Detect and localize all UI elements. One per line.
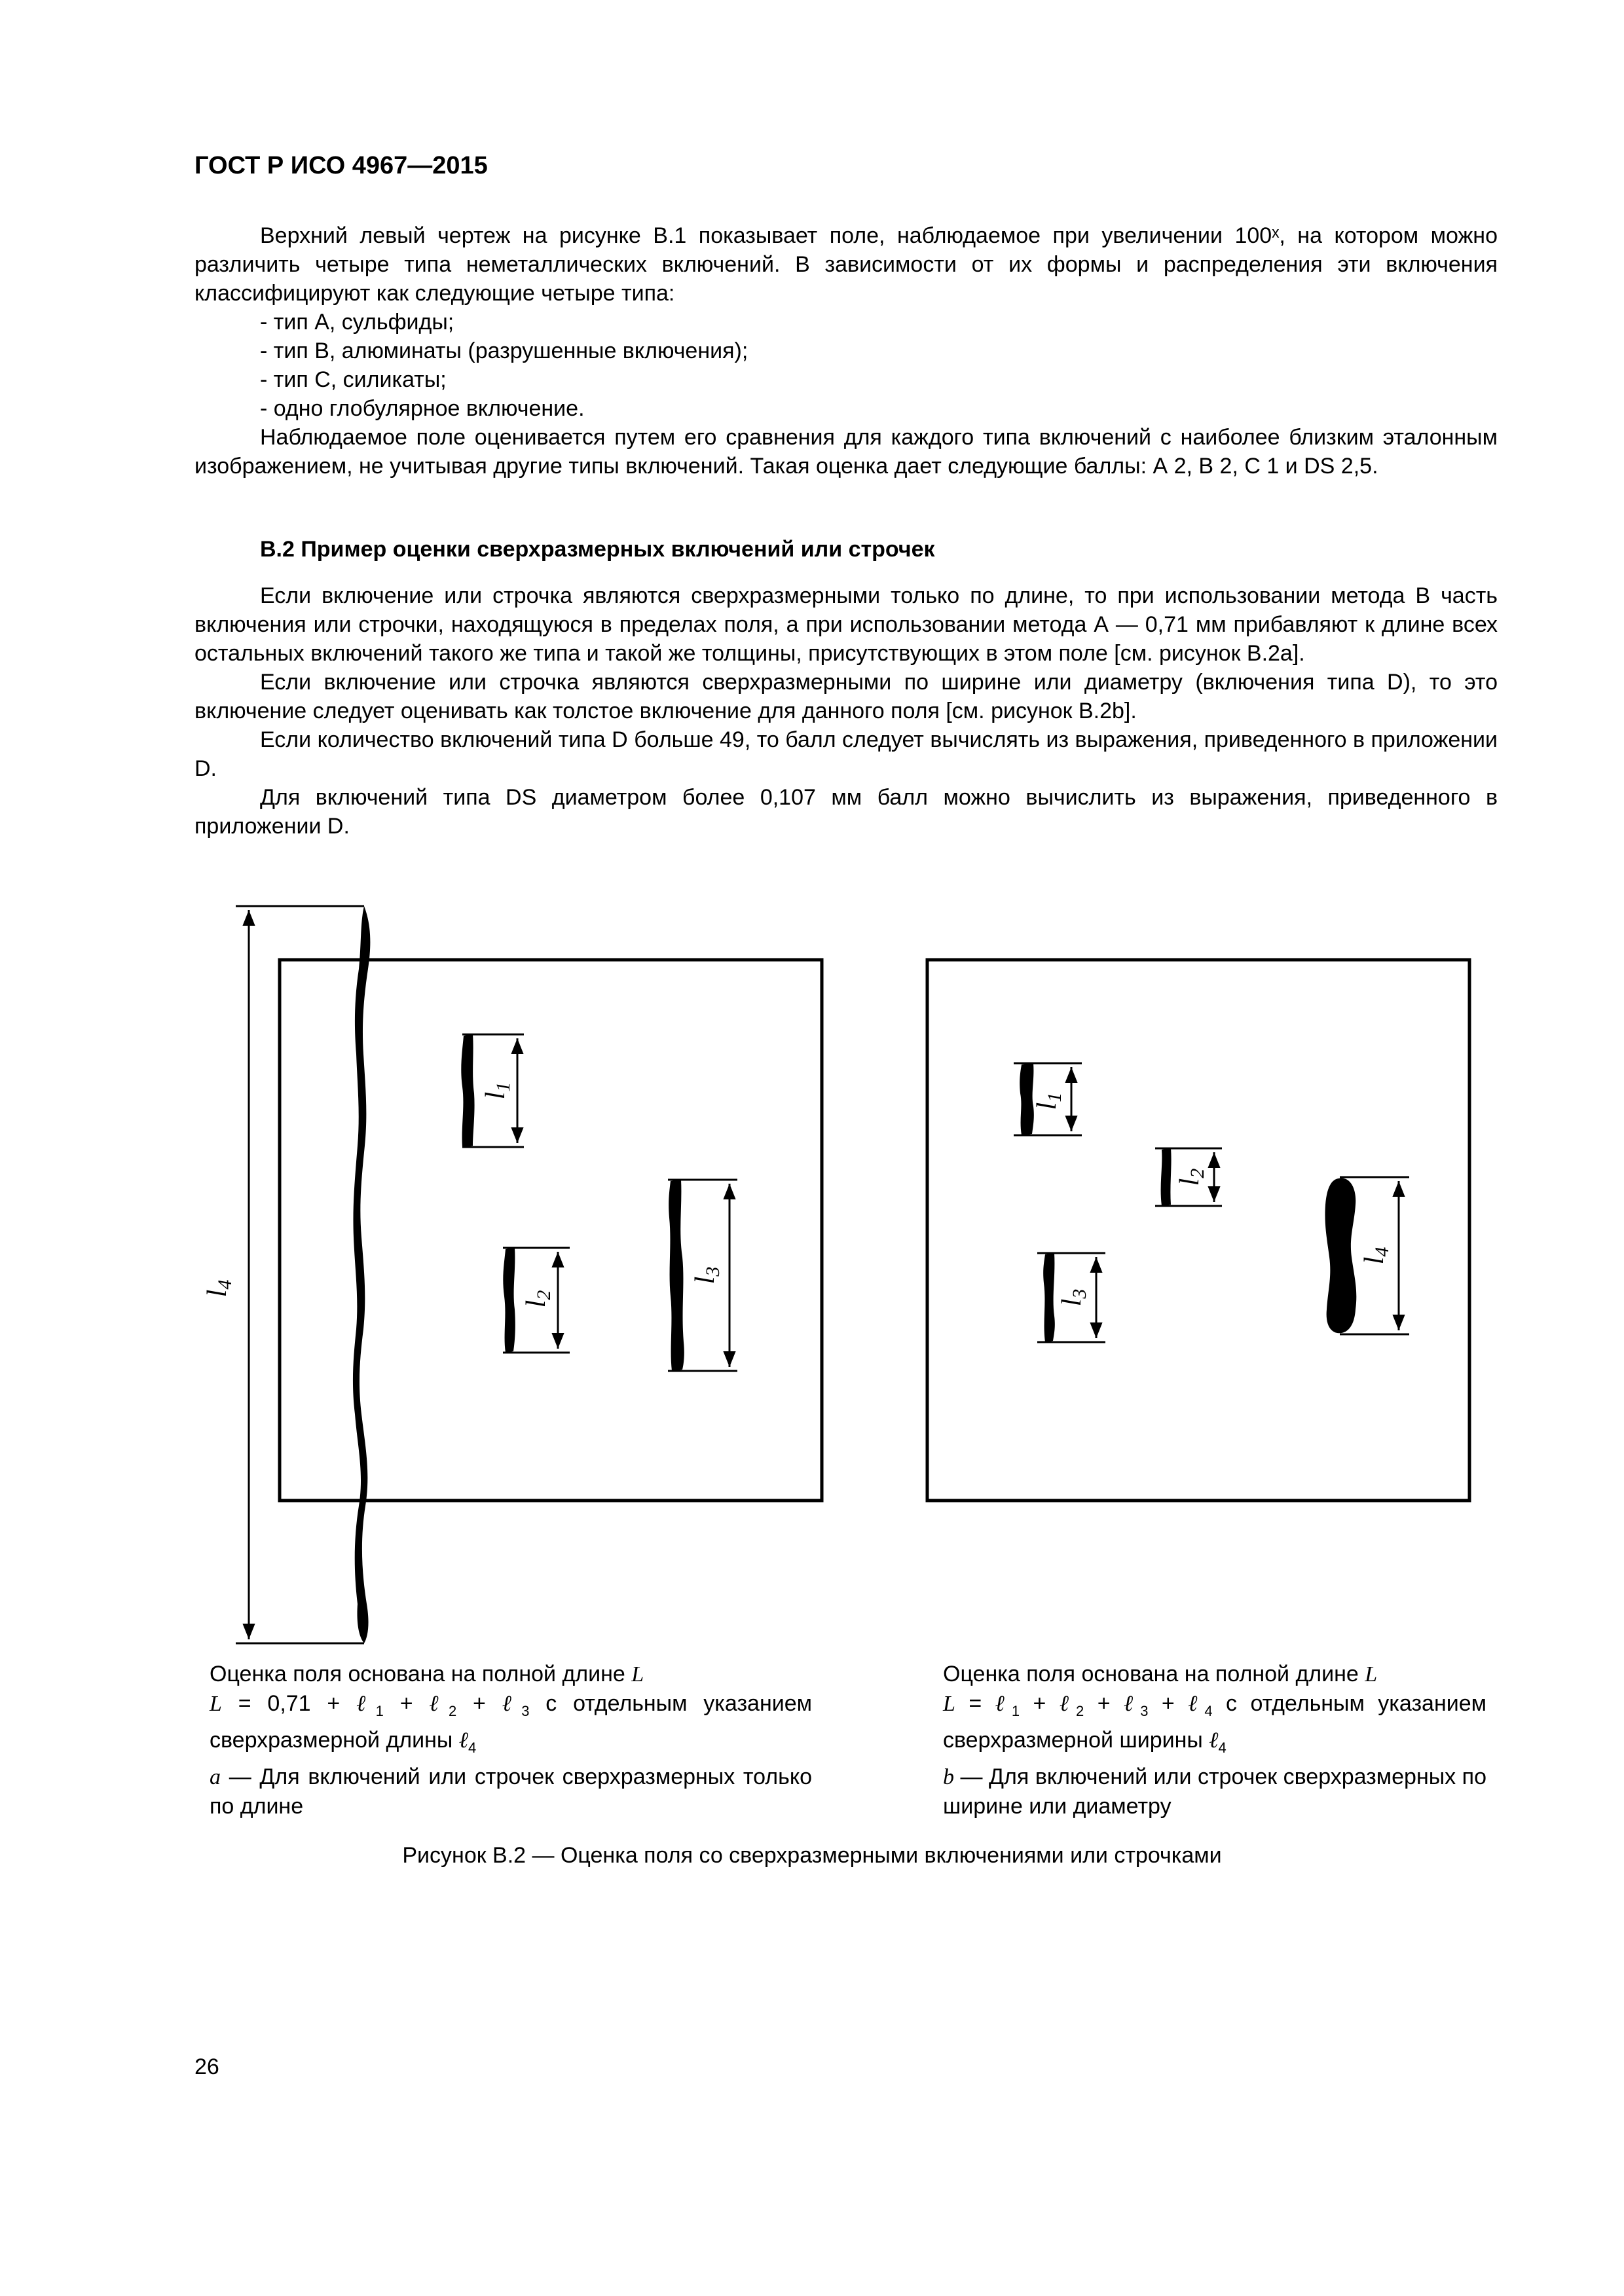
field-frame-b: [927, 960, 1469, 1501]
inclusion-b-l2: [1161, 1148, 1172, 1206]
caption-a: [210, 1660, 812, 1821]
label-b-l1: l1: [1032, 1092, 1065, 1110]
page-number: 26: [194, 2054, 219, 2079]
list-item: - одно глобулярное включение.: [260, 396, 585, 421]
label-l4: l4: [202, 1279, 236, 1298]
label-b-l4: l4: [1359, 1247, 1393, 1265]
caption-a-line1: Оценка поля основана на полной длине L: [210, 1662, 644, 1686]
section-paragraph-1: Если включение или строчка являются сверхразмерными только по длине, то при использовании метода В часть включения или строчки, находящуюся в пределах поля, а при использовании метода А — 0,71 мм прибавляют к длине всех остальных включений такого же типа и такой же толщины, присутствующих в этом поле [см. рисунок В.2a].: [194, 583, 1498, 666]
caption-a-equation: L = 0,71 + ℓ$_1$ + ℓ$_2$ + ℓ$_3$ с отдельным указанием сверхразмерной длины ℓ$_4$: [210, 1691, 813, 1756]
inclusion-b-l1: [1020, 1063, 1034, 1135]
label-b-l2: l2: [1175, 1168, 1208, 1186]
caption-b: [943, 1660, 1486, 1821]
inclusion-l3: [669, 1180, 684, 1371]
section-title: В.2 Пример оценки сверхразмерных включений или строчек: [260, 537, 935, 562]
caption-b-line1: Оценка поля основана на полной длине L: [943, 1662, 1378, 1686]
section-paragraph-2: Если включение или строчка являются сверхразмерными по ширине или диаметру (включения типа D), то это включение следует оценивать как толстое включение для данного поля [см. рисунок В.2b].: [194, 670, 1498, 723]
oversize-inclusion-b-l4: [1325, 1178, 1356, 1333]
caption-b-equation: L = ℓ$_1$ + ℓ$_2$ + ℓ$_3$ + ℓ$_4$ с отдельным указанием сверхразмерной ширины ℓ$_4$: [943, 1691, 1487, 1756]
label-l3: l3: [690, 1266, 724, 1285]
list-item: - тип В, алюминаты (разрушенные включения);: [260, 338, 748, 363]
intro-paragraph-1: Верхний левый чертеж на рисунке В.1 показывает поле, наблюдаемое при увеличении 100ˣ, на котором можно различить четыре типа неметаллических включений. В зависимости от их формы и распределения эти включения классифицируют как следующие четыре типа:: [194, 223, 1498, 306]
caption-a-description: a — Для включений или строчек сверхразмерных только по длине: [210, 1764, 812, 1819]
figure-title: Рисунок В.2 — Оценка поля со сверхразмерными включениями или строчками: [402, 1843, 1222, 1868]
inclusion-l1: [461, 1034, 474, 1147]
section-text: [194, 581, 1498, 841]
caption-b-description: b — Для включений или строчек сверхразмерных по ширине или диаметру: [943, 1764, 1486, 1819]
label-l2: l2: [521, 1290, 555, 1308]
section-paragraph-4: Для включений типа DS диаметром более 0,107 мм балл можно вычислить из выражения, приведенного в приложении D.: [194, 785, 1498, 839]
figure-drawing: [0, 897, 1624, 1683]
inclusion-b-l3: [1043, 1253, 1055, 1342]
list-item: - тип С, силикаты;: [260, 367, 447, 392]
label-b-l3: l3: [1057, 1288, 1090, 1307]
label-l1: l1: [481, 1082, 514, 1100]
document-header: ГОСТ Р ИСО 4967—2015: [194, 152, 488, 179]
oversize-inclusion-l4: [353, 906, 370, 1643]
inclusion-l2: [503, 1248, 515, 1353]
section-paragraph-3: Если количество включений типа D больше 49, то балл следует вычислять из выражения, приведенного в приложении D.: [194, 727, 1498, 781]
list-item: - тип А, сульфиды;: [260, 310, 454, 335]
intro-text: [194, 221, 1498, 481]
intro-paragraph-2: Наблюдаемое поле оценивается путем его сравнения для каждого типа включений с наиболее близким эталонным изображением, не учитывая другие типы включений. Такая оценка дает следующие баллы: А 2, В 2, С 1 и DS 2,5.: [194, 425, 1498, 479]
